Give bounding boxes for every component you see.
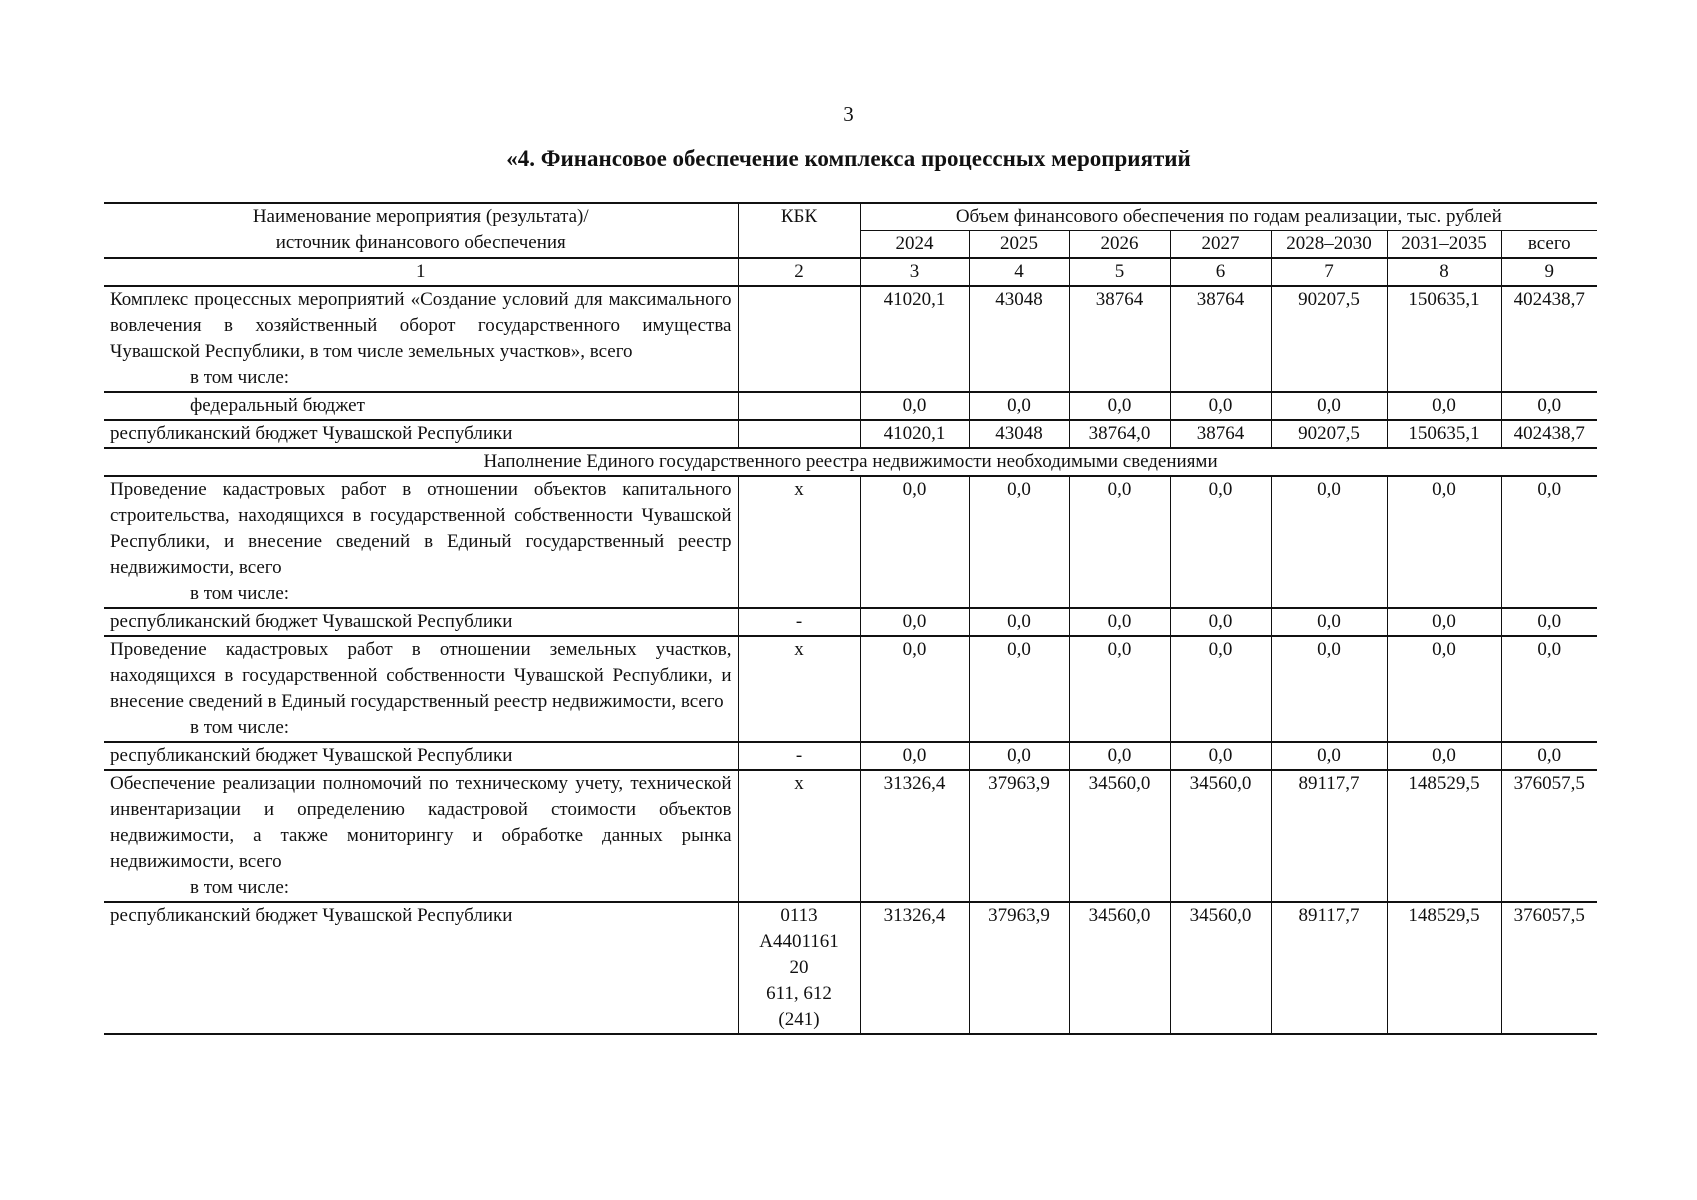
row-value-cell: 41020,1	[860, 286, 969, 392]
row-value-cell: 34560,0	[1069, 902, 1170, 1034]
header-year-2025: 2025	[969, 231, 1069, 259]
header-name-line1: Наименование мероприятия (результата)/	[252, 206, 589, 227]
row-value-cell: 0,0	[1271, 476, 1387, 608]
table-row	[104, 392, 1597, 420]
col-number-1: 1	[104, 258, 738, 286]
row-value-cell: 148529,5	[1387, 902, 1501, 1034]
row-value-cell: 38764	[1069, 286, 1170, 392]
row-name: Комплекс процессных мероприятий «Создание условий для максимального вовлечения в хозяйственный оборот государственного имущества Чувашской Республики, в том числе земельных участков», всего	[110, 289, 732, 362]
table-row	[104, 476, 1597, 608]
table-body	[104, 203, 1597, 1034]
row-name-cell	[104, 742, 738, 770]
row-kbk-cell: x	[738, 476, 860, 608]
header-name-cell	[104, 203, 738, 258]
row-value-cell: 0,0	[1501, 742, 1597, 770]
row-name-cell	[104, 770, 738, 902]
col-number-8: 8	[1387, 258, 1501, 286]
header-row-1	[104, 203, 1597, 231]
table-row	[104, 608, 1597, 636]
row-value-cell: 0,0	[1170, 392, 1271, 420]
row-value-cell: 90207,5	[1271, 286, 1387, 392]
row-value-cell: 0,0	[1170, 608, 1271, 636]
section-row	[104, 448, 1597, 476]
row-kbk-line: 0113	[780, 905, 818, 926]
row-value-cell: 0,0	[969, 742, 1069, 770]
row-value-cell: 0,0	[1069, 608, 1170, 636]
header-year-2028-2030: 2028–2030	[1271, 231, 1387, 259]
col-number-2: 2	[738, 258, 860, 286]
row-value-cell: 148529,5	[1387, 770, 1501, 902]
row-value-cell: 376057,5	[1501, 770, 1597, 902]
table-row	[104, 742, 1597, 770]
row-value-cell: 0,0	[969, 476, 1069, 608]
header-name-line2: источник финансового обеспечения	[275, 232, 566, 253]
row-kbk-cell: x	[738, 636, 860, 742]
header-year-2031-2035: 2031–2035	[1387, 231, 1501, 259]
col-number-6: 6	[1170, 258, 1271, 286]
row-name: республиканский бюджет Чувашской Республики	[110, 745, 513, 766]
table-row	[104, 420, 1597, 448]
row-kbk-cell: -	[738, 608, 860, 636]
row-value-cell: 0,0	[1069, 392, 1170, 420]
row-value-cell: 0,0	[1170, 636, 1271, 742]
row-value-cell: 150635,1	[1387, 286, 1501, 392]
row-value-cell: 31326,4	[860, 902, 969, 1034]
row-value-cell: 0,0	[1271, 636, 1387, 742]
row-value-cell: 34560,0	[1069, 770, 1170, 902]
row-kbk-line: 20	[789, 957, 809, 978]
row-value-cell: 37963,9	[969, 902, 1069, 1034]
row-value-cell: 0,0	[860, 392, 969, 420]
row-kbk-cell	[738, 286, 860, 392]
table-row	[104, 636, 1597, 742]
row-value-cell: 0,0	[1387, 476, 1501, 608]
row-subtitle: в том числе:	[190, 717, 290, 738]
row-value-cell: 0,0	[1387, 608, 1501, 636]
row-value-cell: 0,0	[1501, 476, 1597, 608]
row-name-cell	[104, 636, 738, 742]
row-kbk-cell: x	[738, 770, 860, 902]
header-volume-cell: Объем финансового обеспечения по годам реализации, тыс. рублей	[860, 203, 1597, 231]
page-title: «4. Финансовое обеспечение комплекса процессных мероприятий	[506, 146, 1191, 171]
row-value-cell: 38764	[1170, 420, 1271, 448]
row-value-cell: 0,0	[860, 636, 969, 742]
row-value-cell: 38764	[1170, 286, 1271, 392]
row-kbk-line: 611, 612	[766, 983, 832, 1004]
row-kbk-cell	[738, 392, 860, 420]
header-row-numbers	[104, 258, 1597, 286]
row-value-cell: 0,0	[969, 392, 1069, 420]
row-value-cell: 0,0	[1501, 636, 1597, 742]
row-kbk-cell: -	[738, 742, 860, 770]
row-name: Проведение кадастровых работ в отношении объектов капитального строительства, находящихся в государственной собственности Чувашской Республики, и внесение сведений в Единый государственный реестр недвижимости, всего	[110, 479, 732, 578]
row-value-cell: 0,0	[969, 636, 1069, 742]
row-name-cell	[104, 286, 738, 392]
table-row	[104, 770, 1597, 902]
row-value-cell: 43048	[969, 420, 1069, 448]
row-value-cell: 90207,5	[1271, 420, 1387, 448]
row-value-cell: 376057,5	[1501, 902, 1597, 1034]
section-title: Наполнение Единого государственного реестра недвижимости необходимыми сведениями	[104, 448, 1597, 476]
row-value-cell: 43048	[969, 286, 1069, 392]
row-name-cell	[104, 392, 738, 420]
row-value-cell: 0,0	[1069, 742, 1170, 770]
row-kbk-line: (241)	[778, 1009, 820, 1030]
row-value-cell: 402438,7	[1501, 286, 1597, 392]
table-row	[104, 286, 1597, 392]
row-value-cell: 0,0	[969, 608, 1069, 636]
row-value-cell: 34560,0	[1170, 770, 1271, 902]
row-value-cell: 0,0	[1170, 476, 1271, 608]
table-row	[104, 902, 1597, 1034]
row-name: республиканский бюджет Чувашской Республики	[110, 423, 513, 444]
header-year-2024: 2024	[860, 231, 969, 259]
row-value-cell: 0,0	[860, 608, 969, 636]
row-name: Обеспечение реализации полномочий по техническому учету, технической инвентаризации и определению кадастровой стоимости объектов недвижимости, а также мониторингу и обработке данных рынка недвижимости, всего	[110, 773, 732, 872]
row-value-cell: 0,0	[1501, 608, 1597, 636]
row-kbk-cell	[738, 902, 860, 1034]
financing-table	[104, 202, 1597, 1035]
row-value-cell: 34560,0	[1170, 902, 1271, 1034]
header-year-2026: 2026	[1069, 231, 1170, 259]
row-value-cell: 0,0	[1069, 636, 1170, 742]
header-kbk-cell: КБК	[738, 203, 860, 258]
row-kbk-cell	[738, 420, 860, 448]
header-year-2027: 2027	[1170, 231, 1271, 259]
row-name: Проведение кадастровых работ в отношении земельных участков, находящихся в государственной собственности Чувашской Республики, и внесение сведений в Единый государственный реестр недвижимости, всего	[110, 639, 732, 712]
row-name: федеральный бюджет	[190, 395, 365, 416]
row-value-cell: 0,0	[1387, 742, 1501, 770]
row-name-cell	[104, 608, 738, 636]
row-value-cell: 0,0	[1271, 608, 1387, 636]
row-name-cell	[104, 476, 738, 608]
page-number: 3	[843, 102, 854, 126]
row-subtitle: в том числе:	[190, 877, 290, 898]
row-value-cell: 41020,1	[860, 420, 969, 448]
row-value-cell: 37963,9	[969, 770, 1069, 902]
header-total: всего	[1501, 231, 1597, 259]
row-subtitle: в том числе:	[190, 583, 290, 604]
col-number-3: 3	[860, 258, 969, 286]
row-value-cell: 402438,7	[1501, 420, 1597, 448]
col-number-7: 7	[1271, 258, 1387, 286]
row-value-cell: 150635,1	[1387, 420, 1501, 448]
col-number-4: 4	[969, 258, 1069, 286]
row-value-cell: 0,0	[1170, 742, 1271, 770]
row-value-cell: 0,0	[1387, 636, 1501, 742]
row-value-cell: 38764,0	[1069, 420, 1170, 448]
row-name-cell	[104, 420, 738, 448]
row-value-cell: 0,0	[860, 476, 969, 608]
row-name-cell	[104, 902, 738, 1034]
row-value-cell: 89117,7	[1271, 902, 1387, 1034]
row-value-cell: 0,0	[1271, 742, 1387, 770]
row-subtitle: в том числе:	[190, 367, 290, 388]
col-number-5: 5	[1069, 258, 1170, 286]
row-value-cell: 31326,4	[860, 770, 969, 902]
row-value-cell: 0,0	[1271, 392, 1387, 420]
col-number-9: 9	[1501, 258, 1597, 286]
row-value-cell: 0,0	[1387, 392, 1501, 420]
row-name: республиканский бюджет Чувашской Республики	[110, 611, 513, 632]
row-name: республиканский бюджет Чувашской Республики	[110, 905, 513, 926]
row-value-cell: 89117,7	[1271, 770, 1387, 902]
row-value-cell: 0,0	[1501, 392, 1597, 420]
row-value-cell: 0,0	[1069, 476, 1170, 608]
row-kbk-line: А4401161	[759, 931, 839, 952]
row-value-cell: 0,0	[860, 742, 969, 770]
